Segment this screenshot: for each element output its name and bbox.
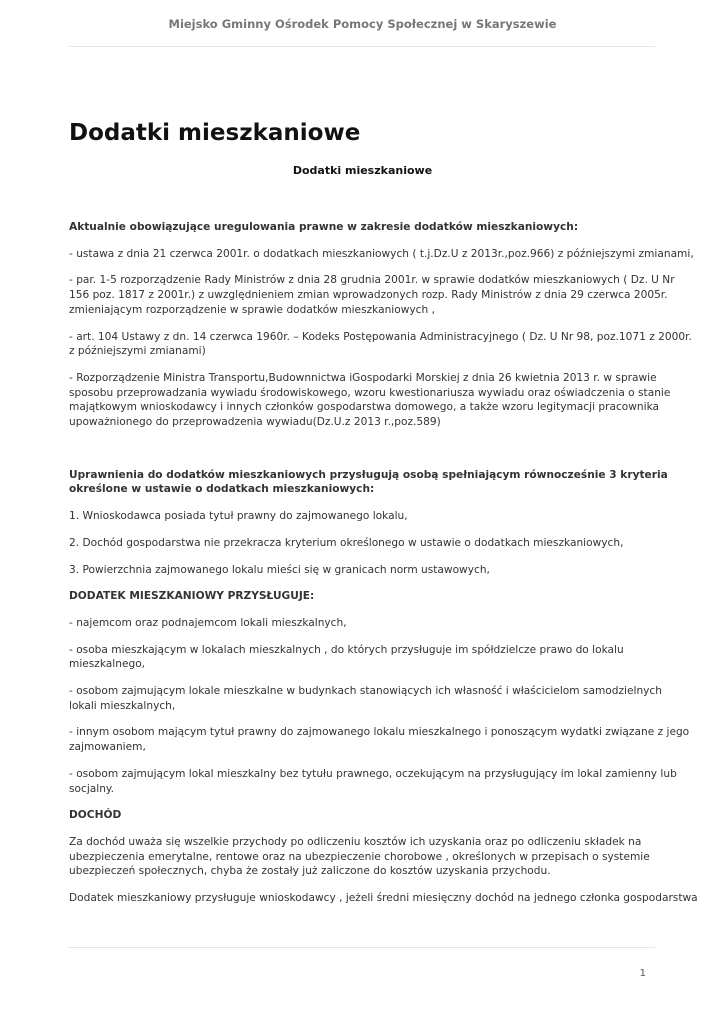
- paragraph: [69, 725, 690, 754]
- paragraph: [69, 536, 659, 551]
- text-line: - osobom zajmującym lokal mieszkalny bez tytułu prawnego, oczekującym na przysługujący im lokal zamienny lub: [69, 767, 677, 780]
- text-line: z późniejszymi zmianami): [69, 345, 206, 358]
- paragraph: [69, 589, 659, 604]
- paragraph: [69, 643, 659, 672]
- document-header: Miejsko Gminny Ośrodek Pomocy Społecznej w Skaryszewie: [168, 17, 557, 31]
- text-line: 1. Wnioskodawca posiada tytuł prawny do zajmowanego lokalu,: [69, 510, 408, 523]
- paragraph: [69, 509, 659, 524]
- text-line: ubezpieczeń społecznych, chyba że zostały już zaliczone do kosztów uzyskania przychodu.: [69, 865, 551, 878]
- text-line: - Rozporządzenie Ministra Transportu,Budownnictwa iGospodarki Morskiej z dnia 26 kwietnia 2013 r. w sprawie: [69, 371, 657, 384]
- document-body: [69, 214, 698, 906]
- paragraph: [69, 767, 677, 796]
- paragraph: [69, 616, 659, 631]
- text-line: - osoba mieszkającym w lokalach mieszkalnych , do których przysługuje im spółdzielcze prawo do lokalu: [69, 643, 624, 656]
- text-line: - najemcom oraz podnajemcom lokali mieszkalnych,: [69, 616, 347, 629]
- paragraph: [69, 247, 694, 262]
- text-line: - ustawa z dnia 21 czerwca 2001r. o dodatkach mieszkaniowych ( t.j.Dz.U z 2013r.,poz.966) z późniejszymi zmianami,: [69, 247, 694, 260]
- text-line: - innym osobom mającym tytuł prawny do zajmowanego lokalu mieszkalnego i ponoszącym wydatki związane z jego: [69, 726, 690, 739]
- text-line: - osobom zajmującym lokale mieszkalne w budynkach stanowiących ich własność i właścicielom samodzielnych: [69, 685, 662, 698]
- paragraph: [69, 371, 671, 430]
- footer-divider: [69, 947, 655, 948]
- text-line: DOCHÓD: [69, 809, 122, 822]
- paragraph: [69, 330, 692, 359]
- paragraph: [69, 220, 659, 235]
- paragraph: [69, 684, 662, 713]
- text-line: Dodatek mieszkaniowy przysługuje wnioskodawcy , jeżeli średni miesięczny dochód na jednego członka gospodarstwa: [69, 892, 698, 905]
- text-line: DODATEK MIESZKANIOWY PRZYSŁUGUJE:: [69, 590, 315, 603]
- text-line: - art. 104 Ustawy z dn. 14 czerwca 1960r. – Kodeks Postępowania Administracyjnego ( Dz. U Nr 98, poz.1071 z 2000r.: [69, 330, 692, 343]
- text-line: upoważnionego do przeprowadzenia wywiadu(Dz.U.z 2013 r.,poz.589): [69, 416, 441, 429]
- text-line: - par. 1-5 rozporządzenie Rady Ministrów z dnia 28 grudnia 2001r. w sprawie dodatków mieszkaniowych ( Dz. U Nr: [69, 274, 675, 287]
- page-subtitle: Dodatki mieszkaniowe: [292, 164, 433, 177]
- text-line: zajmowaniem,: [69, 741, 146, 754]
- text-line: 3. Powierzchnia zajmowanego lokalu mieści się w granicach norm ustawowych,: [69, 563, 490, 576]
- text-line: 2. Dochód gospodarstwa nie przekracza kryterium określonego w ustawie o dodatkach mieszkaniowych,: [69, 536, 624, 549]
- text-line: Uprawnienia do dodatków mieszkaniowych przysługują osobą spełniającym równocześnie 3 kryteria: [69, 468, 668, 481]
- text-line: Za dochód uważa się wszelkie przychody po odliczeniu kosztów ich uzyskania oraz po odliczeniu składek na: [69, 835, 642, 848]
- text-line: zmieniającym rozporządzenie w sprawie dodatków mieszkaniowych ,: [69, 303, 435, 316]
- paragraph: [69, 563, 659, 578]
- text-line: socjalny.: [69, 782, 115, 795]
- text-line: majątkowym wnioskodawcy i innych członków gospodarstwa domowego, a także wzoru legitymacji pracownika: [69, 401, 660, 414]
- header-divider: [69, 46, 655, 47]
- text-line: określone w ustawie o dodatkach mieszkaniowych:: [69, 483, 375, 496]
- text-line: ubezpieczenia emerytalne, rentowe oraz na ubezpieczenie chorobowe , określonych w przepisach o systemie: [69, 850, 650, 863]
- text-line: lokali mieszkalnych,: [69, 699, 176, 712]
- text-line: mieszkalnego,: [69, 658, 146, 671]
- paragraph: [69, 891, 698, 906]
- page-number: 1: [639, 968, 646, 979]
- paragraph: [69, 808, 659, 823]
- text-line: 156 poz. 1817 z 2001r.) z uwzględnieniem zmian wprowadzonych rozp. Rady Ministrów z dnia 29 czerwca 2005r.: [69, 289, 668, 302]
- text-line: sposobu przeprowadzania wywiadu środowiskowego, wzoru kwestionariusza wywiadu oraz oświadczenia o stanie: [69, 386, 671, 399]
- paragraph: [69, 835, 659, 879]
- page-title: Dodatki mieszkaniowe: [69, 120, 361, 146]
- paragraph: [69, 468, 668, 497]
- paragraph: [69, 273, 675, 317]
- text-line: Aktualnie obowiązujące uregulowania prawne w zakresie dodatków mieszkaniowych:: [69, 221, 579, 233]
